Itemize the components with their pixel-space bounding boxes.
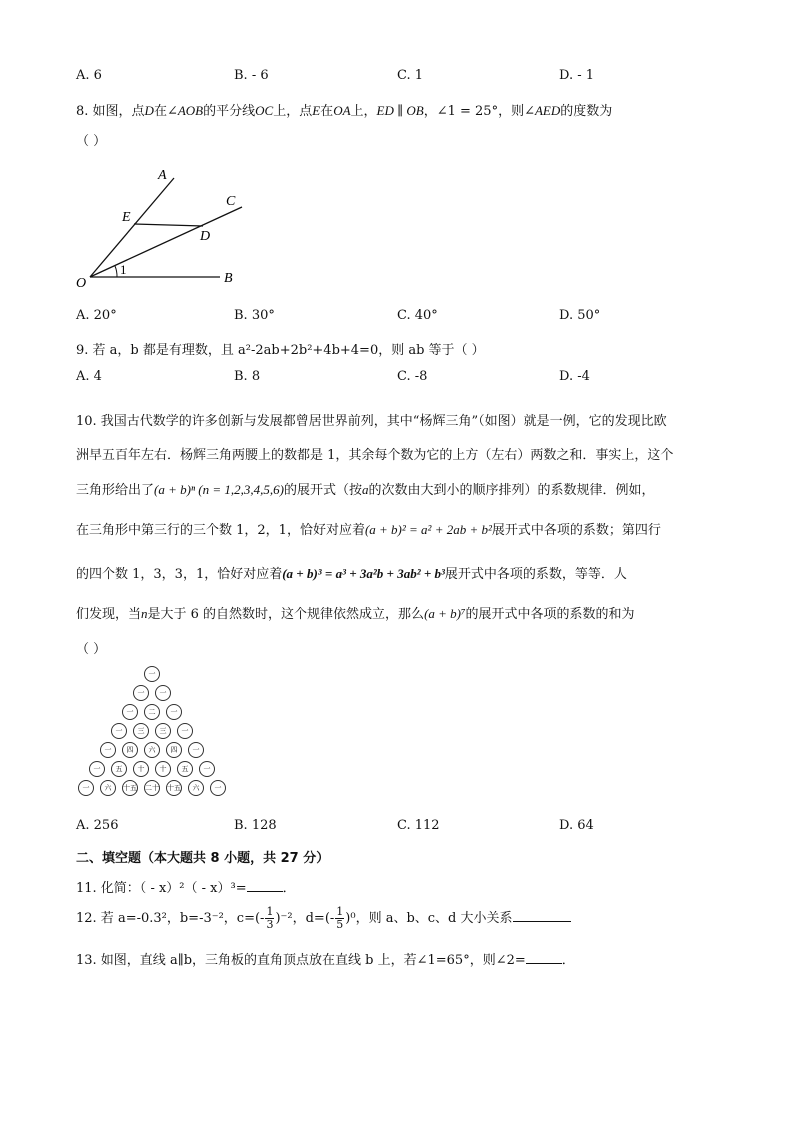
q8-option-c: C. 40° [397, 308, 438, 323]
segment-ed [134, 224, 203, 226]
triangle-cell: 六 [144, 742, 160, 758]
triangle-cell: 一 [122, 704, 138, 720]
label-b: B [224, 271, 233, 286]
label-d: D [200, 229, 211, 244]
triangle-cell: 十五 [122, 780, 138, 796]
triangle-cell: 三 [133, 723, 149, 739]
triangle-cell: 四 [166, 742, 182, 758]
q10-option-d: D. 64 [559, 818, 594, 833]
q8-option-d: D. 50° [559, 308, 601, 323]
triangle-cell: 十 [133, 761, 149, 777]
q7-option-c: C. 1 [397, 68, 424, 83]
label-angle-1: 1 [120, 262, 127, 277]
triangle-cell: 五 [177, 761, 193, 777]
q8-option-a: A. 20° [76, 308, 117, 323]
label-c: C [226, 194, 236, 209]
triangle-cell: 四 [122, 742, 138, 758]
triangle-cell: 一 [166, 704, 182, 720]
q12-blank[interactable] [513, 909, 571, 922]
triangle-cell: 一 [78, 780, 94, 796]
ray-oc [90, 207, 242, 277]
q12-stem: 12. 若 a=-0.3²，b=-3⁻²，c=(- $\frac{1}{3}$ )⁻²，d=(- $\frac{1}{5}$ )⁰，则 a、b、c、d 大小关系 [76, 906, 571, 931]
triangle-cell: 二十 [144, 780, 160, 796]
triangle-cell: 二 [144, 704, 160, 720]
q9-option-b: B. 8 [234, 369, 261, 384]
q7-option-b: B. - 6 [234, 68, 269, 83]
triangle-cell: 一 [199, 761, 215, 777]
q7-option-d: D. - 1 [559, 68, 595, 83]
triangle-cell: 一 [100, 742, 116, 758]
q11-blank[interactable] [247, 879, 283, 892]
q13-stem: 13. 如图，直线 a∥b，三角板的直角顶点放在直线 b 上，若∠1=65°，则∠2= ． [76, 953, 575, 968]
triangle-cell: 一 [177, 723, 193, 739]
q8-option-b: B. 30° [234, 308, 275, 323]
q10-line-6: 们发现，当n是大于 6 的自然数时，这个规律依然成立，那么(a + b)⁷的展开式中各项的系数的和为 [76, 606, 635, 622]
frac-one-third: $\frac{1}{3}$ [266, 905, 274, 931]
q7-option-a: A. 6 [76, 68, 102, 83]
triangle-cell: 一 [188, 742, 204, 758]
angle-1-arc [115, 266, 117, 277]
section-2-title: 二、填空题（本大题共 8 小题，共 27 分） [76, 851, 330, 866]
frac-one-fifth: $\frac{1}{5}$ [336, 905, 344, 931]
q8-figure [70, 160, 260, 295]
label-a: A [158, 168, 167, 183]
q13-blank[interactable] [526, 951, 562, 964]
q8-stem: 8. 如图，点D在∠AOB的平分线OC上，点E在OA上，ED ∥ OB，∠1 = 25°，则∠AED的度数为 [76, 103, 613, 119]
triangle-cell: 一 [210, 780, 226, 796]
label-e: E [122, 210, 131, 225]
q9-option-c: C. -8 [397, 369, 428, 384]
triangle-cell: 一 [155, 685, 171, 701]
triangle-cell: 一 [133, 685, 149, 701]
triangle-cell: 六 [188, 780, 204, 796]
ray-oa [90, 178, 174, 277]
triangle-cell: 一 [111, 723, 127, 739]
label-o: O [76, 276, 87, 291]
q9-option-d: D. -4 [559, 369, 590, 384]
q10-option-a: A. 256 [76, 818, 119, 833]
q8-paren: （ ） [76, 134, 107, 149]
q11-stem: 11. 化简：（ - x）²（ - x）³= ． [76, 881, 296, 896]
q10-line-2: 洲早五百年左右．杨辉三角两腰上的数都是 1，其余每个数为它的上方（左右）两数之和．事实上，这个 [76, 448, 674, 463]
triangle-cell: 五 [111, 761, 127, 777]
triangle-cell: 十五 [166, 780, 182, 796]
triangle-cell: 三 [155, 723, 171, 739]
q9-stem: 9. 若 a，b 都是有理数，且 a²-2ab+2b²+4b+4=0，则 ab 等于（ ） [76, 343, 485, 358]
triangle-cell: 十 [155, 761, 171, 777]
triangle-cell: 一 [144, 666, 160, 682]
q10-line-1: 10. 我国古代数学的许多创新与发展都曾居世界前列，其中“杨辉三角”（如图）就是一例，它的发现比欧 [76, 414, 667, 429]
q10-option-b: B. 128 [234, 818, 277, 833]
q10-paren: （ ） [76, 642, 107, 657]
triangle-cell: 一 [89, 761, 105, 777]
q10-line-4: 在三角形中第三行的三个数 1，2，1，恰好对应着(a + b)² = a² + 2ab + b²展开式中各项的系数；第四行 [76, 522, 661, 538]
yanghui-triangle [72, 666, 232, 806]
q10-option-c: C. 112 [397, 818, 440, 833]
triangle-cell: 六 [100, 780, 116, 796]
q10-line-3: 三角形给出了(a + b)ⁿ (n = 1,2,3,4,5,6)的展开式（按a的次数由大到小的顺序排列）的系数规律．例如， [76, 482, 655, 498]
q9-option-a: A. 4 [76, 369, 102, 384]
q10-line-5: 的四个数 1，3，3，1，恰好对应着(a + b)³ = a³ + 3a²b + 3ab² + b³展开式中各项的系数，等等．人 [76, 566, 627, 582]
